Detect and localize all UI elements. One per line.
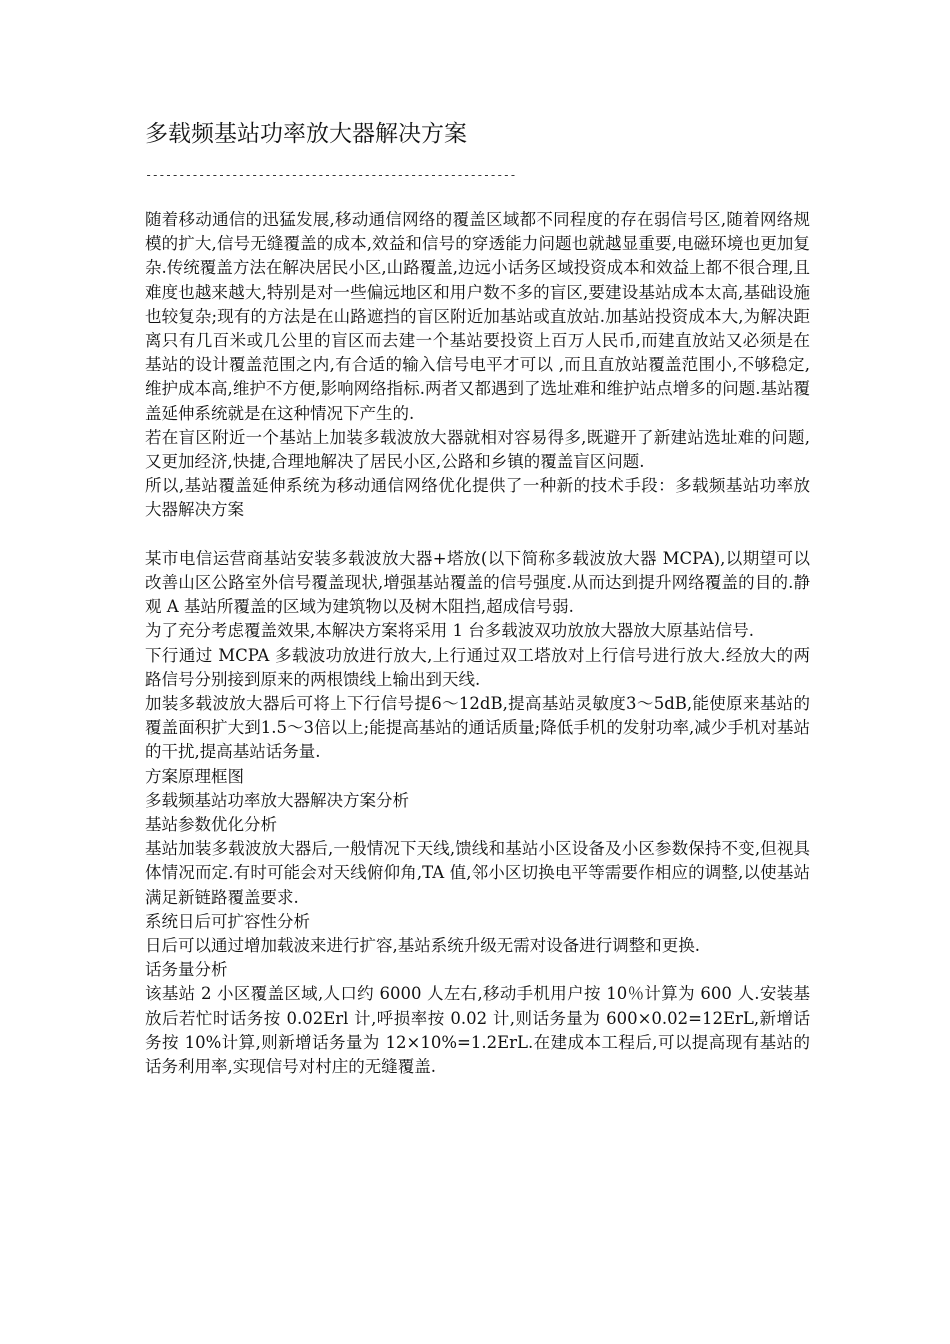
heading-expandability: 系统日后可扩容性分析 [145, 911, 310, 931]
document-title: 多载频基站功率放大器解决方案 [145, 121, 467, 147]
paragraph-expandability: 日后可以通过增加载波来进行扩容,基站系统升级无需对设备进行调整和更换. [145, 936, 700, 956]
paragraph-spacer [145, 523, 810, 547]
document-body [145, 208, 810, 1079]
paragraph-downlink: 下行通过 MCPA 多载波功放进行放大,上行通过双工塔放对上行信号进行放大.经放大的两路信号分别接到原来的两根馈线上输出到天线. [145, 645, 810, 689]
paragraph-conclusion: 所以,基站覆盖延伸系统为移动通信网络优化提供了一种新的技术手段：多载频基站功率放大器解决方案 [145, 476, 810, 520]
paragraph-mcpa-advantage: 若在盲区附近一个基站上加装多载波放大器就相对容易得多,既避开了新建站选址难的问题,又更加经济,快捷,合理地解决了居民小区,公路和乡镇的覆盖盲区问题. [145, 427, 810, 472]
heading-parameter-optimization: 基站参数优化分析 [145, 815, 277, 835]
heading-block-diagram: 方案原理框图 [145, 766, 244, 786]
paragraph-gain: 加装多载波放大器后可将上下行信号提6～12dB,提高基站灵敏度3～5dB,能使原来基站的覆盖面积扩大到1.5～3倍以上;能提高基站的通话质量;降低手机的发射功率,减少手机对基站的干扰,提高基站话务量. [145, 694, 810, 762]
heading-traffic-analysis: 话务量分析 [145, 960, 228, 980]
paragraph-intro: 随着移动通信的迅猛发展,移动通信网络的覆盖区域都不同程度的存在弱信号区,随着网络规模的扩大,信号无缝覆盖的成本,效益和信号的穿透能力问题也就越显重要,电磁环境也更加复杂.传统覆盖方法在解决居民小区,山路覆盖,边远小话务区域投资成本和效益上都不很合理,且难度也越来越大,特别是对一些偏远地区和用户数不多的盲区,要建设基站成本太高,基础设施也较复杂;现有的方法是在山路遮挡的盲区附近加基站或直放站.加基站投资成本大,为解决距离只有几百米或几公里的盲区而去建一个基站要投资上百万人民币,而建直放站又必须是在基站的设计覆盖范围之内,有合适的输入信号电平才可以 ,而且直放站覆盖范围小,不够稳定,维护成本高,维护不方便,影响网络指标.两者又都遇到了选址难和维护站点增多的问题.基站覆盖延伸系统就是在这种情况下产生的. [145, 210, 810, 423]
paragraph-parameter-optimization: 基站加装多载波放大器后,一般情况下天线,馈线和基站小区设备及小区参数保持不变,但视具体情况而定.有时可能会对天线俯仰角,TA 值,邻小区切换电平等需要作相应的调整,以使基站满足新链路覆盖要求. [145, 839, 810, 907]
paragraph-plan: 为了充分考虑覆盖效果,本解决方案将采用 1 台多载波双功放放大器放大原基站信号. [145, 621, 754, 641]
paragraph-traffic-analysis: 该基站 2 小区覆盖区域,人口约 6000 人左右,移动手机用户按 10％计算为 600 人.安装基放后若忙时话务按 0.02Erl 计,呼损率按 0.02 计,则话务量为 600×0.02=12ErL,新增话务按 10%计算,则新增话务量为 12×10%=1.2ErL.在建成本工程后,可以提高现有基站的话务利用率,实现信号对村庄的无缝覆盖. [145, 984, 810, 1077]
separator-rule: -------------------------------------------------------- [145, 168, 516, 182]
paragraph-case: 某市电信运营商基站安装多载波放大器+塔放(以下简称多载波放大器 MCPA),以期望可以改善山区公路室外信号覆盖现状,增强基站覆盖的信号强度.从而达到提升网络覆盖的目的.静观 A 基站所覆盖的区域为建筑物以及树木阻挡,超成信号弱. [145, 548, 810, 617]
heading-solution-analysis: 多载频基站功率放大器解决方案分析 [145, 790, 409, 810]
